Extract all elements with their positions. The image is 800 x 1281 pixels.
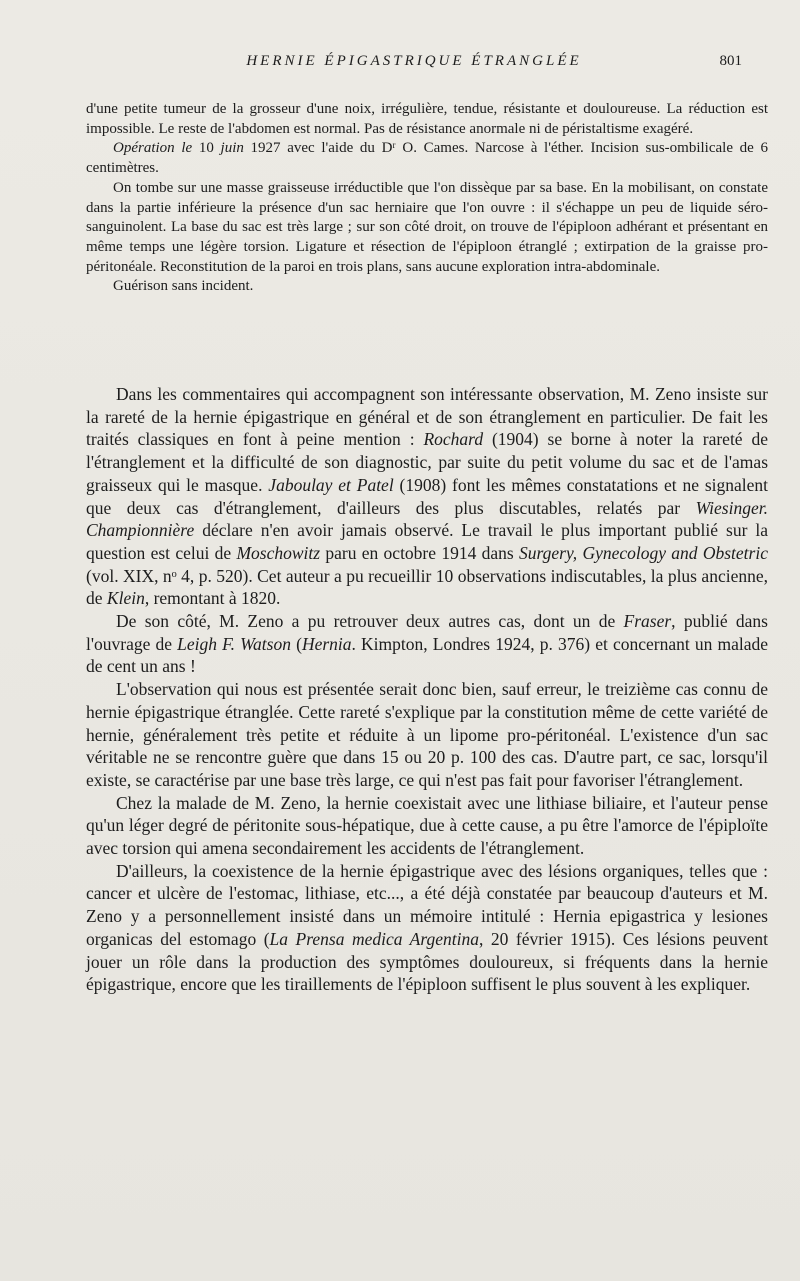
outcome-paragraph: Guérison sans incident. — [113, 278, 254, 295]
citation-jaboulay-patel: Jaboulay et Patel — [268, 474, 394, 495]
citation-journal: Surgery, Gynecology and Obstetric — [518, 542, 768, 563]
text-run: . Kimpton, Londres 1924, p. 376) et concernant un malade de cent un ans ! — [86, 633, 768, 677]
text-run: , publié dans l'ouvrage de — [86, 611, 768, 654]
citation-fraser: Fraser — [623, 611, 672, 632]
text-run: (1904) se borne à noter la rareté de l'étranglement et la difficulté de son diagnostic, par suite du petit volume du sac et de l'amas graisseux qui le masque. — [86, 429, 768, 495]
operation-label: Opération le — [113, 140, 193, 157]
operation-month: juin — [220, 140, 244, 157]
operation-paragraph — [86, 139, 768, 178]
text-run: , 20 février 1915). Ces lésions peuvent jouer un rôle dans la production des symptômes douloureux, si fréquents dans la hernie épigastrique, encore que les tiraillements de l'épiploon suffisent le plus souvent à les expliquer. — [86, 928, 768, 995]
text-run: (1908) font les mêmes constatations et ne signalent que deux cas d'étranglement, d'ailleurs des plus discutables, relatés par — [86, 474, 768, 518]
citation-leigh-watson: Leigh F. Watson — [177, 633, 291, 654]
observation-paragraph: d'une petite tumeur de la grosseur d'une noix, irrégulière, tendue, résistante et douloureuse. La réduction est impossible. Le reste de l'abdomen est normal. Pas de résistance anormale ni de péristaltisme exagéré. — [86, 101, 768, 137]
surgery-paragraph: On tombe sur une masse graisseuse irréductible que l'on dissèque par sa base. En la mobilisant, on constate dans la partie inférieure la présence d'un sac herniaire que l'on ouvre : il s'échappe un peu de liquide séro-sanguinolent. La base du sac est très large ; sur son côté droit, on trouve de l'épiploon adhérant et présentant en même temps une légère torsion. Ligature et résection de l'épiploon étranglé ; extirpation de la graisse pro-péritonéale. Reconstitution de la paroi en trois plans, sans aucune exploration intra-abdominale. — [86, 179, 768, 275]
commentary-paragraph-4: Chez la malade de M. Zeno, la hernie coexistait avec une lithiase biliaire, et l'auteur pense qu'un léger degré de péritonite sous-hépatique, due à cette cause, a pu être l'amorce de l'épiploïte avec torsion qui amena secondairement les accidents de l'étranglement. — [86, 792, 768, 859]
page-header — [86, 53, 742, 75]
text-run: (vol. XIX, nᵒ 4, p. 520). Cet auteur a pu recueillir 10 observations indiscutables, la plus ancienne, de — [86, 565, 768, 609]
commentary — [86, 383, 768, 996]
operation-details: 1927 avec l'aide du Dʳ O. Cames. Narcose à l'éther. Incision sus-ombilicale de 6 centimètres. — [86, 140, 768, 177]
citation-rochard: Rochard — [423, 429, 484, 450]
text-run: ( — [290, 633, 302, 654]
text-run: , remontant à 1820. — [144, 588, 281, 609]
operation-day: 10 — [192, 140, 221, 157]
citation-prensa-medica: La Prensa medica Argentina — [269, 928, 480, 949]
running-title: HERNIE ÉPIGASTRIQUE ÉTRANGLÉE — [246, 53, 582, 69]
text-run: déclare n'en avoir jamais observé. Le travail le plus important publié sur la question est celui de — [86, 520, 768, 563]
citation-wiesinger-championniere: Wiesinger. Championnière — [86, 497, 768, 541]
citation-hernia: Hernia — [301, 633, 352, 654]
citation-klein: Klein — [106, 588, 145, 609]
commentary-paragraph-5 — [86, 860, 768, 996]
commentary-paragraph-3: L'observation qui nous est présentée serait donc bien, sauf erreur, le treizième cas connu de hernie épigastrique étranglée. Cette rareté s'explique par la constitution même de cette variété de hernie, généralement très petite et réduite à un lipome pro-péritonéal. L'existence d'un sac véritable ne se rencontre guère que dans 15 ou 20 p. 100 des cas. D'autre part, ce sac, lorsqu'il existe, se caractérise par une base très large, ce qui n'est pas fait pour favoriser l'étranglement. — [86, 679, 768, 790]
case-observation — [86, 100, 768, 297]
text-run: Dans les commentaires qui accompagnent son intéressante observation, M. Zeno insiste sur la rareté de la hernie épigastrique en général et de son étranglement en particulier. De fait les traités classiques en font à peine mention : — [86, 384, 768, 450]
citation-moschowitz: Moschowitz — [236, 542, 321, 563]
text-run: paru en octobre 1914 dans — [320, 542, 519, 563]
page-number: 801 — [719, 53, 742, 69]
text-run: D'ailleurs, la coexistence de la hernie épigastrique avec des lésions organiques, telles que : cancer et ulcère de l'estomac, lithiase, etc..., a été déjà constatée par beaucoup d'auteurs et M. Zeno y a personnellement insisté dans un mémoire intitulé : Hernia epigastrica y lesiones organicas del estomago ( — [86, 860, 768, 949]
text-run: De son côté, M. Zeno a pu retrouver deux autres cas, dont un de — [116, 611, 624, 632]
commentary-paragraph-1 — [86, 383, 768, 610]
commentary-paragraph-2 — [86, 610, 768, 678]
